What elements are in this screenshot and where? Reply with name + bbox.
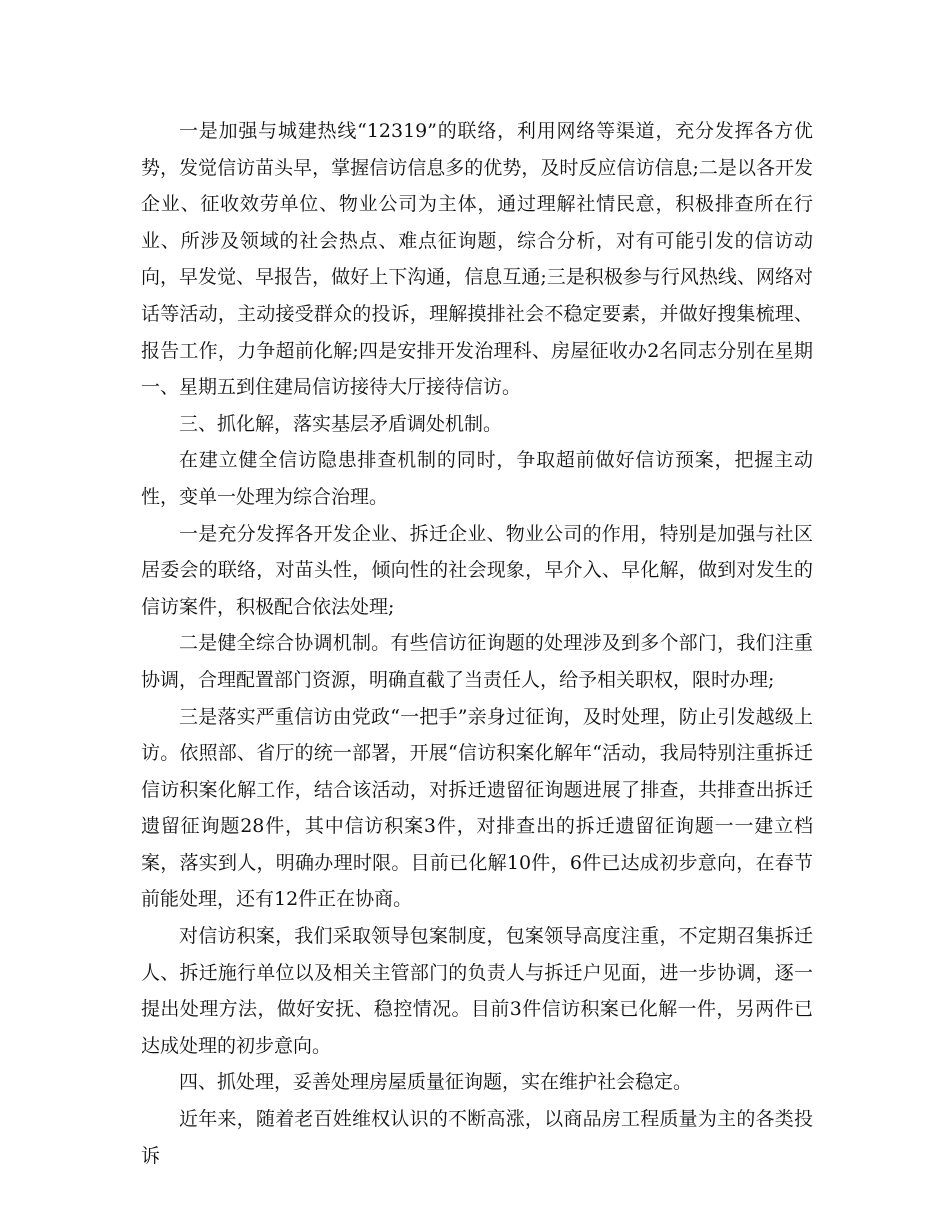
- paragraph-coordination: 二是健全综合协调机制。有些信访征询题的处理涉及到多个部门，我们注重协调，合理配置部门资源，明确直截了当责任人，给予相关职权，限时办理;: [141, 632, 813, 691]
- paragraph-prevention-plan: 在建立健全信访隐患排查机制的同时，争取超前做好信访预案，把握主动性，变单一处理为综合治理。: [141, 449, 813, 508]
- paragraph-leadership-handling: 三是落实严重信访由党政“一把手”亲身过征询，及时处理，防止引发越级上访。依照部、省厅的统一部署，开展“信访积案化解年“活动，我局特别注重拆迁信访积案化解工作，结合该活动，对拆迁遗留征询题进展了排查，共排查出拆迁遗留征询题28件，其中信访积案3件，对排查出的拆迁遗留征询题一一建立档案，落实到人，明确办理时限。目前已化解10件，6件已达成初步意向，在春节前能处理，还有12件正在协商。: [141, 705, 813, 911]
- paragraph-enterprise-role: 一是充分发挥各开发企业、拆迁企业、物业公司的作用，特别是加强与社区居委会的联络，对苗头性，倾向性的社会现象，早介入、早化解，做到对发生的信访案件，积极配合依法处理;: [141, 522, 813, 618]
- document-body: [141, 113, 813, 1174]
- paragraph-recent-years: 近年来，随着老百姓维权认识的不断高涨，以商品房工程质量为主的各类投诉: [141, 1108, 813, 1167]
- section-heading-resolve: 三、抓化解，落实基层矛盾调处机制。: [179, 412, 503, 435]
- paragraph-hotline-liaison: 一是加强与城建热线“12319”的联络，利用网络等渠道，充分发挥各方优势，发觉信访苗头早，掌握信访信息多的优势，及时反应信访信息;二是以各开发企业、征收效劳单位、物业公司为主体，通过理解社情民意，积极排查所在行业、所涉及领域的社会热点、难点征询题，综合分析，对有可能引发的信访动向，早发觉、早报告，做好上下沟通，信息互通;三是积极参与行风热线、网络对话等活动，主动接受群众的投诉，理解摸排社会不稳定要素，并做好搜集梳理、报告工作，力争超前化解;四是安排开发治理科、房屋征收办2名同志分别在星期一、星期五到住建局信访接待大厅接待信访。: [141, 120, 813, 399]
- paragraph-backlog-cases: 对信访积案，我们采取领导包案制度，包案领导高度注重，不定期召集拆迁人、拆迁施行单位以及相关主管部门的负责人与拆迁户见面，进一步协调，逐一提出处理方法，做好安抚、稳控情况。目前3件信访积案已化解一件，另两件已达成处理的初步意向。: [141, 925, 813, 1057]
- section-heading-handling: 四、抓处理，妥善处理房屋质量征询题，实在维护社会稳定。: [179, 1071, 693, 1094]
